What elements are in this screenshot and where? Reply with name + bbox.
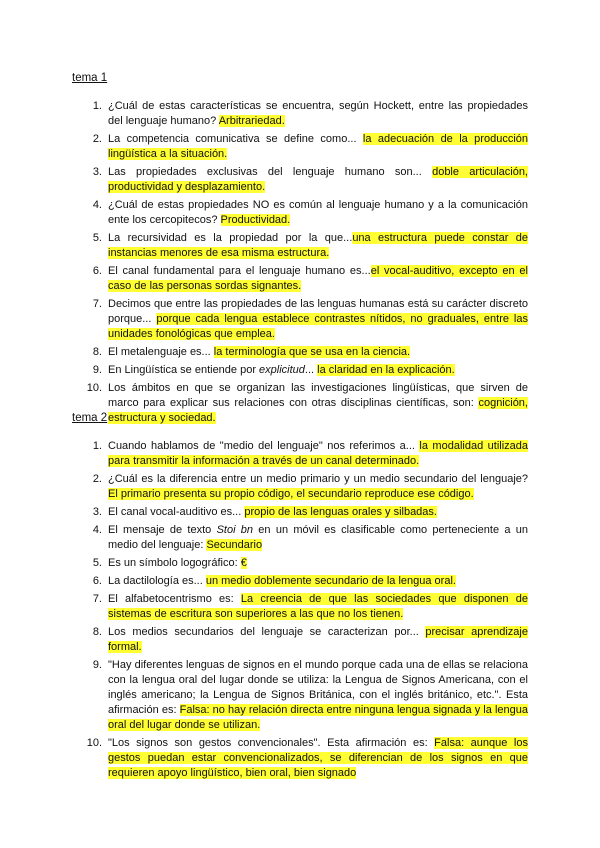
question-text: En Lingüística se entiende por <box>108 364 260 376</box>
question-text: Es un símbolo logográfico: <box>108 557 241 569</box>
section-heading-tema-1: tema 1 <box>72 72 108 84</box>
highlighted-answer: El primario presenta su propio código, el secundario reproduce ese código. <box>108 488 474 500</box>
highlighted-answer: un medio doblemente secundario de la lengua oral. <box>205 575 456 587</box>
question-item: 6. La dactilología es... un medio doblemente secundario de la lengua oral. <box>92 575 456 587</box>
question-list-tema-1 <box>72 99 528 429</box>
question-item: 9. En Lingüística se entiende por explicitud... la claridad en la explicación. <box>92 364 455 376</box>
question-text: Decimos que entre las propiedades de las lenguas humanas está su carácter discreto porque... <box>108 298 528 325</box>
question-text: ¿Cuál es la diferencia entre un medio primario y un medio secundario del lenguaje? <box>108 473 528 485</box>
question-text: El canal vocal-auditivo es... <box>108 506 245 518</box>
question-item: 5. Es un símbolo logográfico: € <box>92 557 247 569</box>
question-text: Cuando hablamos de "medio del lenguaje" nos referimos a... <box>108 440 420 452</box>
question-text: Los medios secundarios del lenguaje se caracterizan por... <box>108 626 426 638</box>
question-item: 5. La recursividad es la propiedad por la que...una estructura puede constar de instancias menores de esa misma estructura. <box>92 232 528 259</box>
question-item: 4. El mensaje de texto Stoi bn en un móvil es clasificable como perteneciente a un medio del lenguaje: Secundario <box>92 524 528 551</box>
question-text: La competencia comunicativa se define como... <box>108 133 363 145</box>
question-item: 8. El metalenguaje es... la terminología que se usa en la ciencia. <box>92 346 411 358</box>
question-item: 6. El canal fundamental para el lenguaje humano es...el vocal-auditivo, excepto en el caso de las personas sordas signantes. <box>92 265 528 292</box>
question-item: 7. Decimos que entre las propiedades de las lenguas humanas está su carácter discreto porque... porque cada lengua establece contrastes nítidos, no graduales, entre las unidades fonológicas que emplea. <box>92 298 528 340</box>
highlighted-answer: una estructura puede constar de instancias menores de esa misma estructura. <box>108 232 528 259</box>
question-list-tema-2 <box>72 439 528 784</box>
question-text: ¿Cuál de estas propiedades NO es común al lenguaje humano y a la comunicación ente los cercopitecos? <box>108 199 528 226</box>
question-text: ... <box>304 364 318 376</box>
question-item: 7. El alfabetocentrismo es: La creencia de que las sociedades que disponen de sistemas de escritura son superiores a las que no los tienen. <box>92 593 528 620</box>
question-text: "Hay diferentes lenguas de signos en el mundo porque cada una de ellas se relaciona con la lengua oral del lugar donde se utiliza: la Lengua de Signos Americana, con el inglés americano; la Lengua de Signos Británica, con el inglés británico, etc.". Esta afirmación es: <box>108 659 528 716</box>
question-item: 4. ¿Cuál de estas propiedades NO es común al lenguaje humano y a la comunicación ente los cercopitecos? Productividad. <box>92 199 528 226</box>
question-text: El canal fundamental para el lenguaje humano es... <box>108 265 371 277</box>
question-text: "Los signos son gestos convencionales". Esta afirmación es: <box>108 737 435 749</box>
question-text: La dactilología es... <box>108 575 206 587</box>
question-item: 9. "Hay diferentes lenguas de signos en el mundo porque cada una de ellas se relaciona con la lengua oral del lugar donde se utiliza: la Lengua de Signos Americana, con el inglés americano; la Lengua de Signos Británica, con el inglés británico, etc.". Esta afirmación es: Falsa: no hay relación directa entre ninguna lengua signada y la lengua oral del lugar donde se utilizan. <box>92 659 528 731</box>
question-text: ¿Cuál de estas características se encuentra, según Hockett, entre las propiedades del lenguaje humano? <box>108 100 528 127</box>
highlighted-answer: propio de las lenguas orales y silbadas. <box>244 506 437 518</box>
question-text: Las propiedades exclusivas del lenguaje humano son... <box>108 166 433 178</box>
highlighted-answer: La creencia de que las sociedades que disponen de sistemas de escritura son superiores a las que no los tienen. <box>108 593 528 620</box>
question-item: 2. ¿Cuál es la diferencia entre un medio primario y un medio secundario del lenguaje? El primario presenta su propio código, el secundario reproduce ese código. <box>92 473 528 500</box>
highlighted-answer: Secundario <box>206 539 263 551</box>
highlighted-answer: porque cada lengua establece contrastes nítidos, no graduales, entre las unidades fonológicas que emplea. <box>108 313 528 340</box>
question-item: 2. La competencia comunicativa se define como... la adecuación de la producción lingüística a la situación. <box>92 133 528 160</box>
highlighted-answer: la adecuación de la producción lingüística a la situación. <box>108 133 528 160</box>
section-heading-tema-2: tema 2 <box>72 412 108 424</box>
question-item: 8. Los medios secundarios del lenguaje se caracterizan por... precisar aprendizaje formal. <box>92 626 528 653</box>
highlighted-answer: la claridad en la explicación. <box>317 364 455 376</box>
question-text: El metalenguaje es... <box>108 346 214 358</box>
highlighted-answer: Productividad. <box>220 214 291 226</box>
question-text: Los ámbitos en que se organizan las investigaciones lingüísticas, que sirven de marco para explicar sus relaciones con otras disciplinas científicas, son: <box>108 382 528 409</box>
highlighted-answer: € <box>240 557 247 569</box>
highlighted-answer: Falsa: aunque los gestos puedan estar convencionalizados, se diferencian de los signos en que requieren apoyo lingüístico, bien oral, bien signado <box>108 737 528 779</box>
question-item: 1. Cuando hablamos de "medio del lenguaje" nos referimos a... la modalidad utilizada para transmitir la información a través de un canal determinado. <box>92 440 528 467</box>
highlighted-answer: precisar aprendizaje formal. <box>108 626 528 653</box>
question-text: en un móvil es clasificable como perteneciente a un medio del lenguaje: <box>108 524 528 551</box>
question-text: El mensaje de texto <box>108 524 217 536</box>
question-text: El alfabetocentrismo es: <box>108 593 241 605</box>
question-item: 10. Los ámbitos en que se organizan las investigaciones lingüísticas, que sirven de marco para explicar sus relaciones con otras disciplinas científicas, son: cognición, estructura y sociedad. <box>86 382 528 424</box>
highlighted-answer: Arbitrariedad. <box>218 115 285 127</box>
highlighted-answer: doble articulación, productividad y desplazamiento. <box>108 166 528 193</box>
question-item: 10. "Los signos son gestos convencionales". Esta afirmación es: Falsa: aunque los gestos puedan estar convencionalizados, se diferencian de los signos en que requieren apoyo lingüístico, bien oral, bien signado <box>86 737 528 779</box>
highlighted-answer: Falsa: no hay relación directa entre ninguna lengua signada y la lengua oral del lugar donde se utilizan. <box>108 704 528 731</box>
question-item: 3. Las propiedades exclusivas del lenguaje humano son... doble articulación, productividad y desplazamiento. <box>92 166 528 193</box>
highlighted-answer: el vocal-auditivo, excepto en el caso de las personas sordas signantes. <box>108 265 528 292</box>
highlighted-answer: cognición, estructura y sociedad. <box>108 397 528 424</box>
italic-term: Stoi bn <box>216 524 254 536</box>
highlighted-answer: la modalidad utilizada para transmitir la información a través de un canal determinado. <box>108 440 528 467</box>
question-text: La recursividad es la propiedad por la que... <box>108 232 353 244</box>
italic-term: explicitud <box>259 364 305 376</box>
highlighted-answer: la terminología que se usa en la ciencia. <box>213 346 411 358</box>
question-item: 3. El canal vocal-auditivo es... propio de las lenguas orales y silbadas. <box>92 506 437 518</box>
question-item: 1. ¿Cuál de estas características se encuentra, según Hockett, entre las propiedades del lenguaje humano? Arbitrariedad. <box>92 100 528 127</box>
